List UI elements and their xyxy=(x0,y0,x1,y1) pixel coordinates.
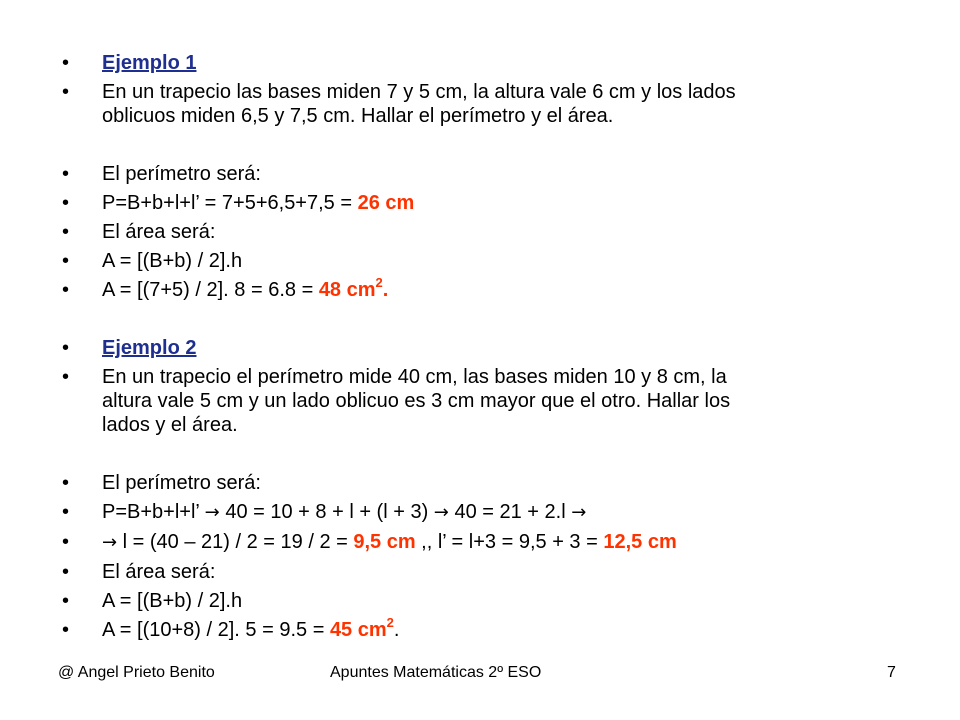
side-result: 9,5 cm xyxy=(353,531,416,553)
content-list xyxy=(62,51,922,647)
area-formula: A = [(B+b) / 2].h xyxy=(102,250,243,272)
list-item xyxy=(62,275,922,302)
bullet-dot-icon: • xyxy=(62,366,70,388)
area-exponent: 2 xyxy=(375,275,383,291)
list-item xyxy=(62,530,922,555)
list-item xyxy=(62,191,922,215)
list-item xyxy=(62,80,922,128)
list-item xyxy=(62,336,922,360)
example-2-statement-line: En un trapecio el perímetro mide 40 cm, las bases miden 10 y 8 cm, la xyxy=(102,366,727,388)
footer-page-number: 7 xyxy=(887,664,896,681)
footer-author: @ Angel Prieto Benito xyxy=(58,664,215,681)
area-result: 45 $cm^2$ xyxy=(329,615,394,641)
area-calculation: A = [(10+8) / 2]. 5 = 9.5 = xyxy=(102,619,330,641)
bullet-dot-icon: • xyxy=(62,531,70,553)
example-2-heading: Ejemplo 2 xyxy=(102,337,197,359)
area-label: El área será: xyxy=(102,221,216,243)
example-1-statement-line: En un trapecio las bases miden 7 y 5 cm, la altura vale 6 cm y los lados xyxy=(102,81,736,103)
area-exponent: 2 xyxy=(386,615,394,631)
list-item xyxy=(62,162,922,186)
solve-equation-part: l = (40 – 21) / 2 = 19 / 2 = xyxy=(117,531,354,553)
bullet-dot-icon: • xyxy=(62,221,70,243)
example-2-statement-line: altura vale 5 cm y un lado oblicuo es 3 cm mayor que el otro. Hallar los xyxy=(102,390,731,412)
bullet-dot-icon: • xyxy=(62,81,70,103)
bullet-dot-icon: • xyxy=(62,192,70,214)
right-arrow-icon: → xyxy=(571,502,587,523)
bullet-dot-icon: • xyxy=(62,279,70,301)
list-item xyxy=(62,249,922,273)
perimeter-equation-part: 40 = 10 + 8 + l + (l + 3) xyxy=(219,501,434,523)
area-end: . xyxy=(393,619,400,641)
perimeter-equation-part: 40 = 21 + 2.l xyxy=(448,501,572,523)
example-2-statement-line: lados y el área. xyxy=(102,414,238,436)
area-formula: A = [(B+b) / 2].h xyxy=(102,590,243,612)
list-item xyxy=(62,220,922,244)
right-arrow-icon: → xyxy=(102,532,118,553)
list-item xyxy=(62,615,922,642)
bullet-dot-icon: • xyxy=(62,250,70,272)
example-1-statement-line: oblicuos miden 6,5 y 7,5 cm. Hallar el perímetro y el área. xyxy=(102,105,614,127)
list-item xyxy=(62,500,922,525)
list-item xyxy=(62,589,922,613)
list-item xyxy=(62,365,922,437)
solve-equation-part: ,, l’ = l+3 = 9,5 + 3 = xyxy=(415,531,604,553)
list-item xyxy=(62,471,922,495)
list-item xyxy=(62,560,922,584)
spacer xyxy=(62,307,922,331)
perimeter-calculation: P=B+b+l+l’ = 7+5+6,5+7,5 = xyxy=(102,192,358,214)
perimeter-result: 26 cm xyxy=(357,192,415,214)
right-arrow-icon: → xyxy=(204,502,220,523)
footer-course: Apuntes Matemáticas 2º ESO xyxy=(330,664,542,681)
bullet-dot-icon: • xyxy=(62,163,70,185)
spacer xyxy=(62,442,922,466)
perimeter-label: El perímetro será: xyxy=(102,163,261,185)
area-calculation: A = [(7+5) / 2]. 8 = 6.8 = xyxy=(102,279,319,301)
list-item xyxy=(62,51,922,75)
bullet-dot-icon: • xyxy=(62,52,70,74)
bullet-dot-icon: • xyxy=(62,619,70,641)
spacer xyxy=(62,133,922,157)
bullet-dot-icon: • xyxy=(62,590,70,612)
right-arrow-icon: → xyxy=(433,502,449,523)
side-prime-result: 12,5 cm xyxy=(603,531,677,553)
bullet-dot-icon: • xyxy=(62,561,70,583)
bullet-dot-icon: • xyxy=(62,472,70,494)
perimeter-label: El perímetro será: xyxy=(102,472,261,494)
bullet-dot-icon: • xyxy=(62,501,70,523)
example-1-heading: Ejemplo 1 xyxy=(102,52,197,74)
bullet-dot-icon: • xyxy=(62,337,70,359)
area-result: 48 $cm^2$. xyxy=(318,275,389,301)
area-label: El área será: xyxy=(102,561,216,583)
perimeter-equation-part: P=B+b+l+l’ xyxy=(102,501,205,523)
